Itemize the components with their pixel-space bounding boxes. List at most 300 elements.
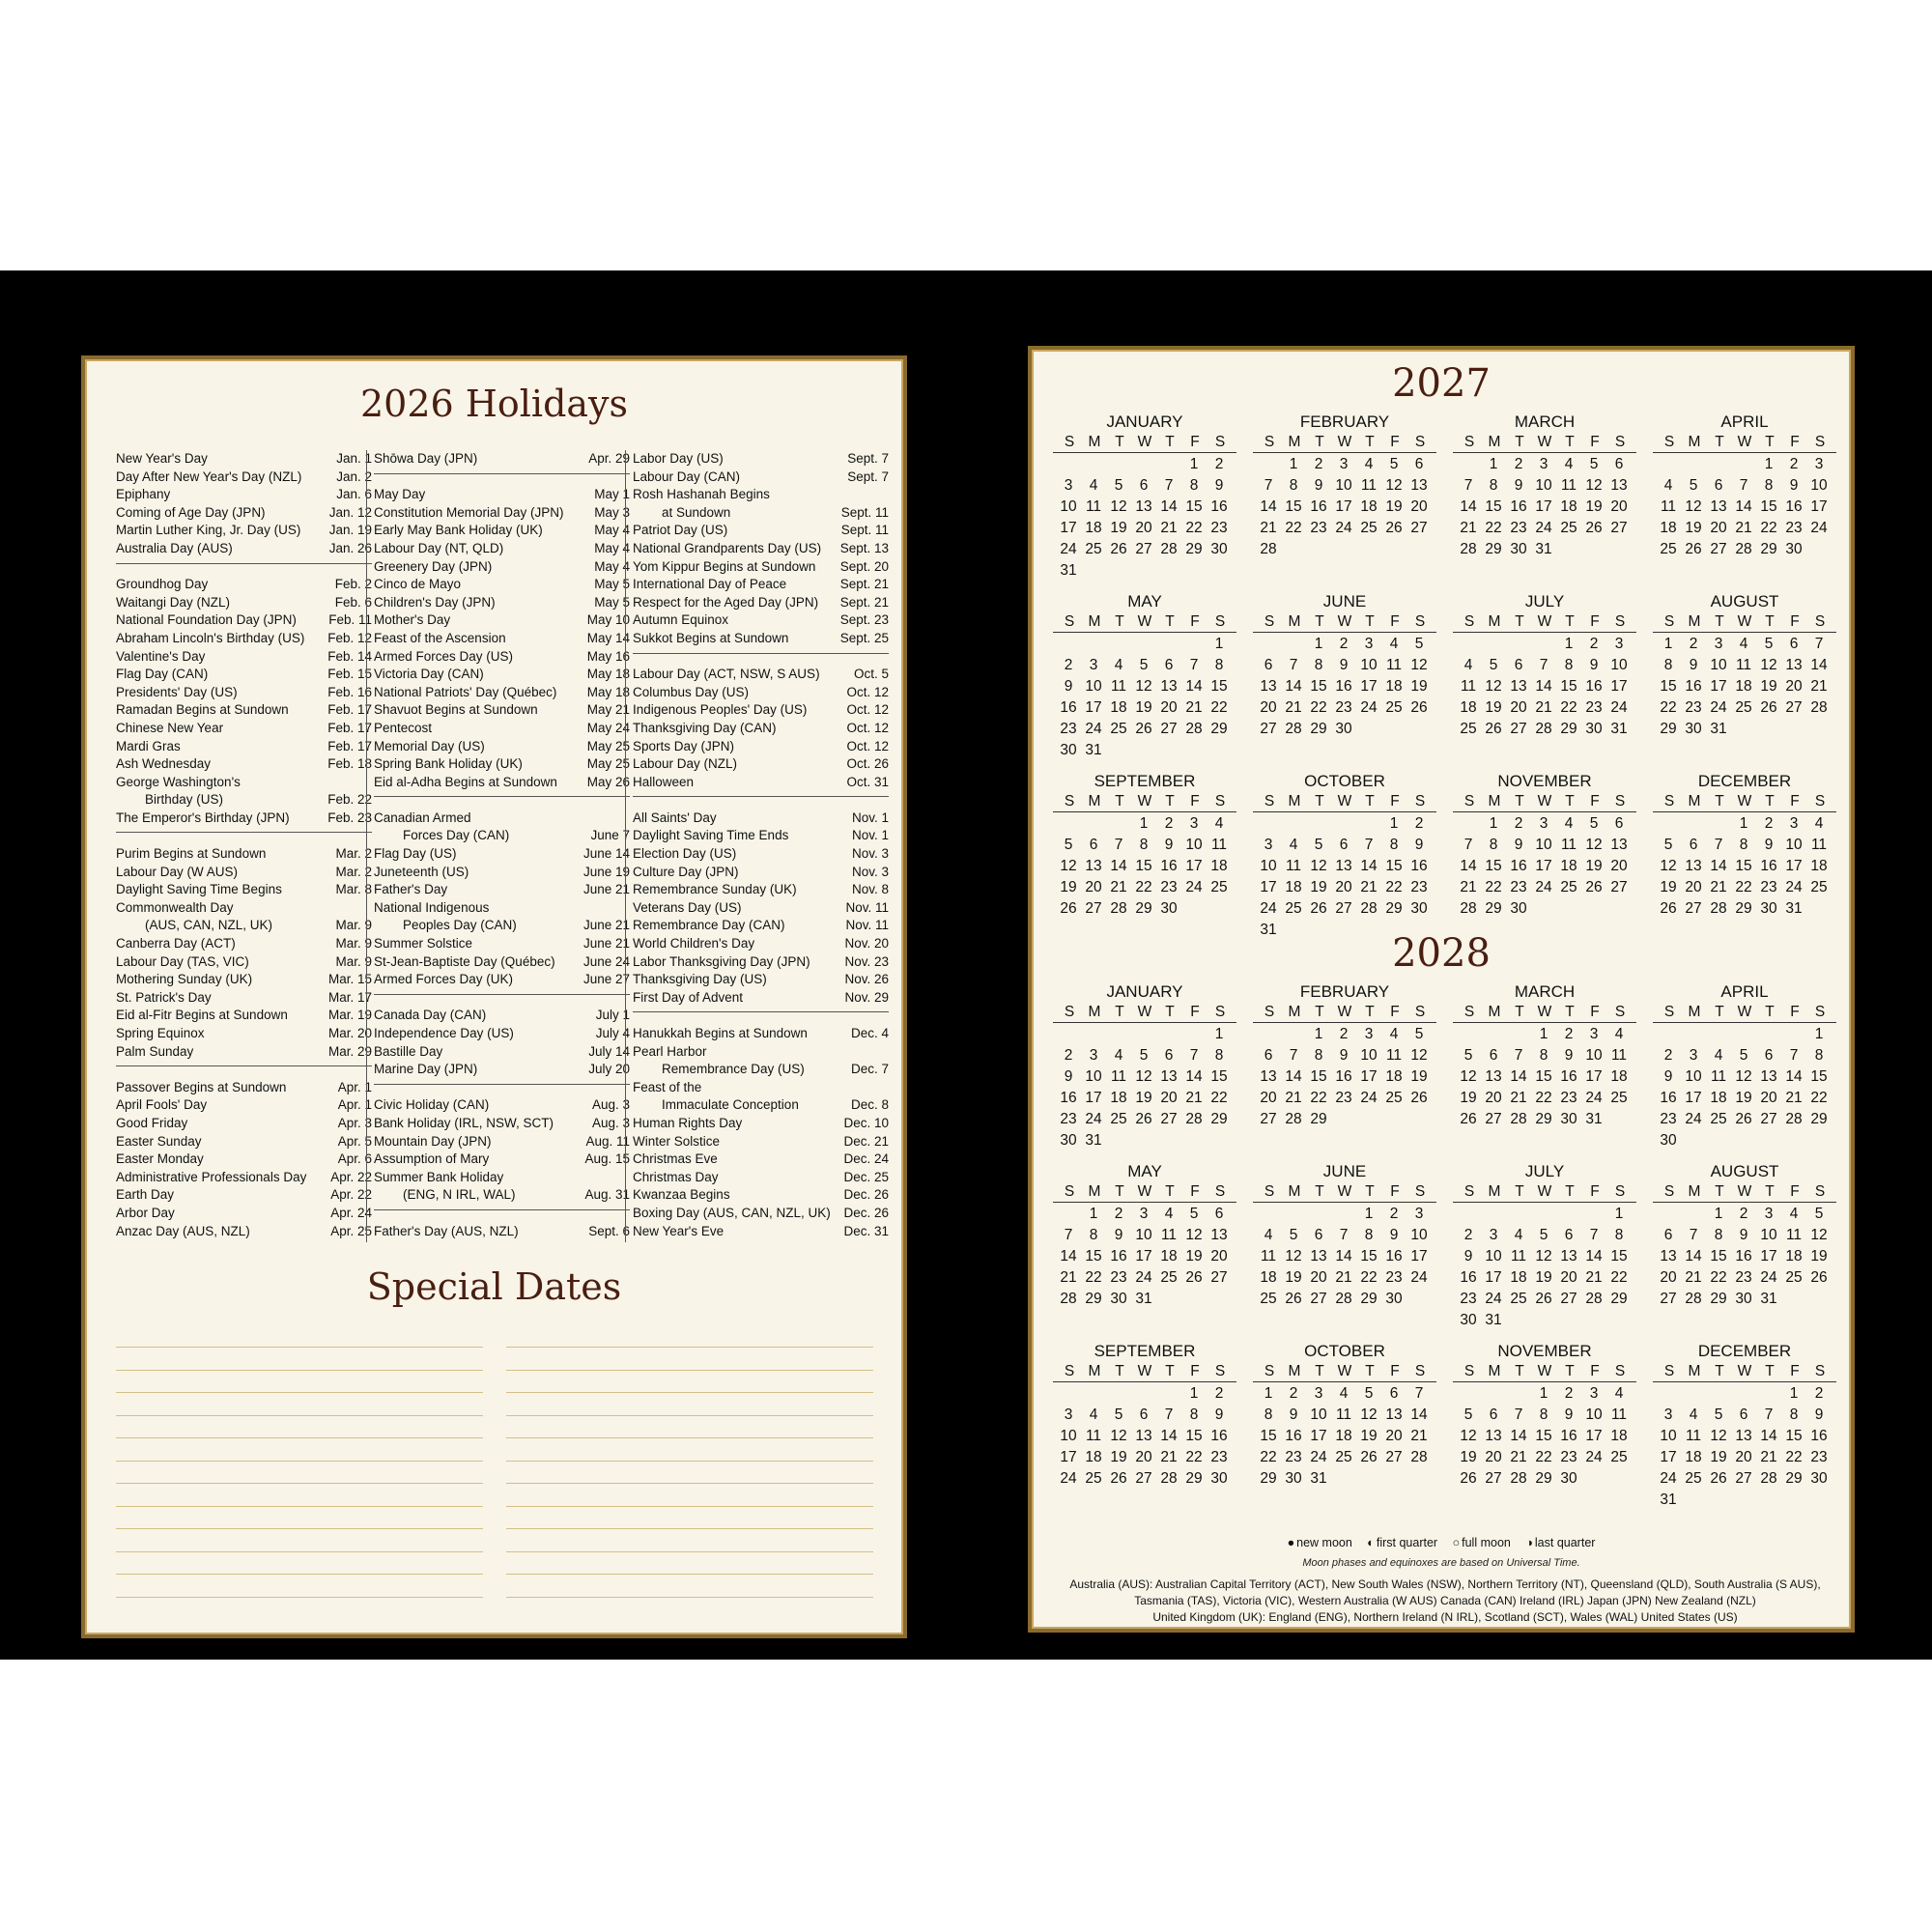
day-cell: 7	[1714, 837, 1723, 853]
day-cell: 21	[1585, 1269, 1603, 1286]
holiday-name: International Day of Peace	[633, 577, 787, 592]
holiday-row	[374, 1115, 630, 1133]
holiday-row	[374, 755, 630, 774]
empty-day-cell	[1331, 813, 1356, 835]
day-cell: 26	[1710, 1470, 1727, 1487]
weekday-label: S	[1663, 1183, 1675, 1200]
weekday-label: W	[1337, 793, 1352, 810]
weekday-label: M	[1488, 793, 1501, 810]
day-cell: 8	[1089, 1227, 1098, 1243]
weekday-label: W	[1137, 434, 1152, 450]
day-cell: 18	[1510, 1269, 1527, 1286]
holiday-row	[374, 1061, 630, 1079]
day-cell: 1	[1214, 636, 1224, 652]
weekday-label: T	[1115, 793, 1124, 810]
holiday-date: Apr. 22	[330, 1187, 372, 1203]
month-name: MAY	[1127, 1162, 1162, 1180]
holiday-row	[633, 881, 889, 899]
holiday-row	[116, 720, 372, 738]
day-cell: 24	[1485, 1291, 1502, 1307]
day-cell: 8	[1389, 837, 1399, 853]
holiday-date: Feb. 23	[327, 810, 372, 825]
month-name: JANUARY	[1106, 982, 1183, 1001]
day-grid	[1453, 454, 1636, 560]
empty-day-cell	[1256, 634, 1281, 655]
weekday-label: F	[1790, 1363, 1800, 1379]
weekday-label: S	[1264, 434, 1275, 450]
day-cell: 29	[1185, 1470, 1203, 1487]
day-cell: 21	[1285, 1090, 1302, 1106]
day-cell: 26	[1110, 541, 1127, 557]
holiday-row	[633, 522, 889, 540]
day-cell: 18	[1660, 520, 1677, 536]
weekday-header	[1453, 433, 1636, 453]
writing-line	[116, 1574, 483, 1575]
day-cell: 19	[1135, 1090, 1152, 1106]
day-cell: 16	[1385, 1248, 1403, 1264]
holiday-name: Epiphany	[116, 487, 171, 502]
weekday-label: S	[1663, 613, 1675, 630]
holiday-date: Nov. 11	[845, 918, 889, 933]
weekday-label: W	[1137, 1004, 1152, 1020]
day-cell: 3	[1314, 1385, 1323, 1402]
holiday-name: Mother's Day	[374, 612, 451, 628]
section-divider	[633, 791, 889, 810]
section-divider	[116, 1061, 372, 1079]
holiday-name: (AUS, CAN, NZL, UK)	[145, 918, 273, 933]
day-grid	[1253, 634, 1436, 740]
holiday-date: May 10	[586, 612, 630, 628]
day-cell: 12	[1535, 1248, 1552, 1264]
day-cell: 15	[1185, 1428, 1203, 1444]
new-moon-icon: ●	[1287, 1536, 1295, 1549]
holiday-date: Nov. 29	[844, 989, 889, 1005]
day-cell: 6	[1614, 815, 1624, 832]
day-cell: 21	[1185, 699, 1203, 716]
day-cell: 8	[1539, 1406, 1548, 1423]
holiday-date: Jan. 19	[328, 523, 372, 538]
day-cell: 21	[1335, 1269, 1352, 1286]
empty-day-cell	[1681, 1383, 1706, 1405]
holiday-date: Dec. 24	[843, 1151, 889, 1167]
day-grid	[1053, 634, 1236, 761]
day-cell: 7	[1189, 657, 1199, 673]
holiday-name: Sports Day (JPN)	[633, 738, 735, 753]
weekday-label: M	[1688, 613, 1701, 630]
empty-day-cell	[1656, 1204, 1681, 1225]
holiday-name: New Year's Eve	[633, 1223, 724, 1238]
holiday-name: Winter Solstice	[633, 1133, 721, 1149]
holiday-row	[116, 845, 372, 864]
holiday-name: Independence Day (US)	[374, 1026, 514, 1040]
holiday-name: Remembrance Day (CAN)	[633, 918, 785, 933]
day-cell: 17	[1085, 1090, 1102, 1106]
empty-day-cell	[1656, 813, 1681, 835]
day-cell: 9	[1339, 657, 1349, 673]
full-moon-icon: ○	[1452, 1536, 1461, 1549]
day-cell: 19	[1460, 1449, 1477, 1465]
weekday-label: F	[1390, 1363, 1400, 1379]
day-cell: 1	[1814, 1026, 1824, 1042]
day-cell: 31	[1535, 541, 1552, 557]
day-cell: 2	[1564, 1385, 1574, 1402]
day-cell: 3	[1689, 1047, 1698, 1064]
writing-line	[506, 1597, 873, 1598]
holiday-row	[633, 935, 889, 953]
weekday-label: S	[1814, 1183, 1826, 1200]
holiday-name: Culture Day (JPN)	[633, 864, 739, 879]
holiday-date: Dec. 7	[850, 1062, 889, 1077]
day-cell: 23	[1760, 879, 1777, 895]
weekday-label: W	[1137, 1183, 1152, 1200]
day-cell: 4	[1289, 837, 1298, 853]
weekday-label: T	[1115, 613, 1124, 630]
day-cell: 15	[1285, 498, 1302, 515]
weekday-label: T	[1765, 434, 1775, 450]
divider-line	[116, 563, 372, 564]
holiday-date: June 14	[582, 846, 630, 862]
writing-line	[506, 1461, 873, 1462]
holiday-name: Thanksgiving Day (CAN)	[633, 720, 777, 735]
holiday-date: May 4	[594, 540, 630, 555]
day-cell: 6	[1164, 657, 1174, 673]
day-cell: 18	[1160, 1248, 1178, 1264]
day-cell: 14	[1460, 858, 1477, 874]
weekday-label: S	[1414, 1363, 1426, 1379]
holiday-date: July 1	[595, 1008, 630, 1023]
day-cell: 16	[1160, 858, 1178, 874]
holiday-date: Dec. 26	[843, 1205, 889, 1220]
holiday-date: Mar. 9	[335, 918, 372, 933]
holiday-date: Feb. 16	[327, 684, 372, 699]
day-cell: 16	[1685, 678, 1702, 695]
holiday-row	[633, 684, 889, 702]
weekday-label: S	[1614, 1004, 1626, 1020]
holiday-row	[374, 971, 630, 989]
day-cell: 19	[1135, 699, 1152, 716]
holiday-row	[116, 953, 372, 972]
day-cell: 27	[1760, 1111, 1777, 1127]
day-cell: 6	[1764, 1047, 1774, 1064]
day-cell: 1	[1089, 1206, 1098, 1222]
day-cell: 13	[1485, 1068, 1502, 1085]
holiday-row	[116, 469, 372, 487]
day-cell: 21	[1535, 699, 1552, 716]
weekday-label: F	[1190, 434, 1200, 450]
day-cell: 9	[1689, 657, 1698, 673]
day-cell: 16	[1760, 858, 1777, 874]
day-cell: 8	[1663, 657, 1673, 673]
day-cell: 22	[1660, 699, 1677, 716]
day-cell: 1	[1714, 1206, 1723, 1222]
holiday-date: Sept. 7	[847, 451, 889, 466]
holiday-row	[116, 899, 372, 918]
day-cell: 15	[1785, 1428, 1803, 1444]
weekday-label: T	[1115, 434, 1124, 450]
weekday-label: M	[1688, 1363, 1701, 1379]
day-cell: 20	[1510, 699, 1527, 716]
day-cell: 10	[1310, 1406, 1327, 1423]
writing-line	[116, 1461, 483, 1462]
day-cell: 7	[1164, 477, 1174, 494]
day-cell: 11	[1685, 1428, 1702, 1444]
holiday-row	[374, 558, 630, 577]
day-cell: 25	[1385, 1090, 1403, 1106]
weekday-label: T	[1765, 613, 1775, 630]
day-cell: 6	[1689, 837, 1698, 853]
day-cell: 2	[1814, 1385, 1824, 1402]
day-cell: 28	[1060, 1291, 1077, 1307]
empty-day-cell	[1731, 454, 1756, 475]
day-cell: 12	[1060, 858, 1077, 874]
holiday-date: May 18	[586, 684, 630, 699]
holiday-date: May 26	[586, 774, 630, 789]
day-cell: 27	[1385, 1449, 1403, 1465]
day-cell: 7	[1589, 1227, 1599, 1243]
day-cell: 12	[1460, 1068, 1477, 1085]
weekday-label: W	[1737, 1004, 1752, 1020]
weekday-label: S	[1814, 434, 1826, 450]
day-cell: 6	[1789, 636, 1799, 652]
holiday-column-2	[374, 450, 630, 1240]
day-cell: 2	[1114, 1206, 1123, 1222]
holiday-date: June 21	[582, 936, 630, 952]
day-cell: 4	[1564, 815, 1574, 832]
day-cell: 28	[1410, 1449, 1428, 1465]
day-cell: 28	[1710, 900, 1727, 917]
weekday-header	[1253, 1003, 1436, 1023]
empty-day-cell	[1156, 634, 1181, 655]
month-calendar	[1653, 981, 1836, 1151]
writing-line	[506, 1506, 873, 1507]
first-quarter-icon: ◐	[1367, 1536, 1375, 1549]
day-cell: 18	[1210, 858, 1228, 874]
day-grid	[1253, 1024, 1436, 1130]
writing-line	[506, 1483, 873, 1484]
day-cell: 18	[1610, 1428, 1628, 1444]
day-cell: 22	[1135, 879, 1152, 895]
day-cell: 5	[1463, 1406, 1473, 1423]
holiday-row	[633, 738, 889, 756]
holiday-row	[116, 971, 372, 989]
day-cell: 24	[1585, 1449, 1603, 1465]
day-cell: 4	[1089, 1406, 1098, 1423]
day-cell: 5	[1764, 636, 1774, 652]
holiday-date: Sept. 20	[839, 558, 889, 574]
day-cell: 18	[1560, 858, 1577, 874]
day-cell: 8	[1564, 657, 1574, 673]
holiday-date: May 25	[586, 756, 630, 772]
writing-line	[116, 1392, 483, 1393]
weekday-label: T	[1715, 434, 1724, 450]
holiday-date: Feb. 12	[327, 630, 372, 645]
day-cell: 12	[1760, 657, 1777, 673]
empty-day-cell	[1106, 634, 1131, 655]
day-cell: 14	[1335, 1248, 1352, 1264]
holiday-row	[116, 666, 372, 684]
day-cell: 3	[1663, 1406, 1673, 1423]
day-cell: 13	[1760, 1068, 1777, 1085]
holiday-row	[116, 1223, 372, 1241]
weekday-label: S	[1414, 613, 1426, 630]
day-cell: 18	[1610, 1068, 1628, 1085]
holiday-name: Coming of Age Day (JPN)	[116, 504, 266, 520]
day-cell: 22	[1710, 1269, 1727, 1286]
day-cell: 30	[1560, 1470, 1577, 1487]
day-cell: 12	[1410, 1047, 1428, 1064]
weekday-header	[1653, 1362, 1836, 1382]
weekday-label: S	[1064, 1004, 1075, 1020]
month-calendar	[1253, 412, 1436, 560]
day-cell: 12	[1460, 1428, 1477, 1444]
holiday-row	[116, 450, 372, 469]
month-calendar	[1453, 771, 1636, 920]
day-cell: 1	[1314, 636, 1323, 652]
day-cell: 27	[1560, 1291, 1577, 1307]
holiday-name: Good Friday	[116, 1115, 188, 1130]
day-cell: 1	[1264, 1385, 1273, 1402]
weekday-label: T	[1715, 613, 1724, 630]
day-cell: 13	[1160, 1068, 1178, 1085]
day-cell: 23	[1410, 879, 1428, 895]
day-cell: 10	[1760, 1227, 1777, 1243]
holiday-row	[633, 486, 889, 504]
day-cell: 31	[1260, 922, 1277, 938]
holiday-name: Labour Day (CAN)	[633, 469, 741, 484]
day-cell: 18	[1710, 1090, 1727, 1106]
day-cell: 25	[1085, 541, 1102, 557]
day-cell: 27	[1610, 879, 1628, 895]
day-cell: 30	[1110, 1291, 1127, 1307]
holiday-name: Human Rights Day	[633, 1115, 743, 1130]
holiday-row	[633, 774, 889, 792]
holiday-row	[374, 810, 630, 828]
day-cell: 20	[1160, 1090, 1178, 1106]
empty-day-cell	[1456, 454, 1481, 475]
day-cell: 21	[1760, 1449, 1777, 1465]
day-cell: 31	[1610, 721, 1628, 737]
holiday-row	[116, 504, 372, 523]
month-name: MARCH	[1514, 412, 1576, 431]
holiday-date: May 18	[586, 667, 630, 682]
month-calendar	[1653, 591, 1836, 740]
holiday-date: July 20	[588, 1062, 630, 1077]
empty-day-cell	[1056, 454, 1081, 475]
day-cell: 20	[1685, 879, 1702, 895]
day-cell: 11	[1385, 657, 1403, 673]
day-cell: 6	[1663, 1227, 1673, 1243]
weekday-label: T	[1165, 1004, 1175, 1020]
holiday-name: Australia Day (AUS)	[116, 540, 233, 555]
day-cell: 9	[1739, 1227, 1748, 1243]
month-calendar	[1653, 1161, 1836, 1310]
weekday-label: S	[1064, 793, 1075, 810]
day-cell: 20	[1135, 1449, 1152, 1465]
day-cell: 2	[1589, 636, 1599, 652]
day-cell: 11	[1260, 1248, 1277, 1264]
day-cell: 2	[1289, 1385, 1298, 1402]
holiday-date: May 24	[586, 720, 630, 735]
holiday-row	[633, 701, 889, 720]
empty-day-cell	[1731, 1024, 1756, 1045]
column-divider	[366, 450, 367, 1242]
day-cell: 22	[1360, 1269, 1378, 1286]
day-cell: 6	[1714, 477, 1723, 494]
day-cell: 12	[1585, 837, 1603, 853]
weekday-label: M	[1088, 434, 1101, 450]
holiday-name: Purim Begins at Sundown	[116, 846, 267, 862]
day-cell: 11	[1810, 837, 1828, 853]
day-cell: 25	[1560, 879, 1577, 895]
day-cell: 20	[1760, 1090, 1777, 1106]
holiday-name: Civic Holiday (CAN)	[374, 1097, 490, 1113]
day-cell: 2	[1339, 636, 1349, 652]
empty-day-cell	[1306, 1204, 1331, 1225]
holiday-date: Dec. 8	[850, 1097, 889, 1113]
holiday-name: Martin Luther King, Jr. Day (US)	[116, 523, 301, 538]
weekday-header	[1253, 612, 1436, 633]
day-cell: 15	[1560, 678, 1577, 695]
day-cell: 10	[1535, 477, 1552, 494]
empty-day-cell	[1106, 813, 1131, 835]
weekday-label: T	[1365, 613, 1375, 630]
day-cell: 19	[1110, 520, 1127, 536]
holiday-date: Nov. 20	[844, 936, 889, 952]
holiday-date: Mar. 17	[327, 989, 372, 1005]
day-cell: 1	[1789, 1385, 1799, 1402]
holiday-name: World Children's Day	[633, 936, 755, 952]
holiday-row	[633, 827, 889, 845]
weekday-label: S	[1264, 1004, 1275, 1020]
day-cell: 5	[1314, 837, 1323, 853]
day-cell: 1	[1564, 636, 1574, 652]
holiday-name: at Sundown	[662, 504, 731, 520]
day-cell: 13	[1260, 1068, 1277, 1085]
weekday-label: F	[1790, 1183, 1800, 1200]
day-cell: 4	[1339, 1385, 1349, 1402]
month-calendar	[1453, 981, 1636, 1130]
day-cell: 20	[1160, 699, 1178, 716]
day-cell: 11	[1085, 1428, 1102, 1444]
day-cell: 5	[1689, 477, 1698, 494]
day-cell: 26	[1060, 900, 1077, 917]
day-cell: 27	[1710, 541, 1727, 557]
day-cell: 16	[1410, 858, 1428, 874]
holiday-date: Aug. 3	[591, 1097, 630, 1113]
day-cell: 12	[1810, 1227, 1828, 1243]
day-grid	[1653, 1024, 1836, 1151]
day-cell: 24	[1535, 879, 1552, 895]
holiday-row	[116, 1151, 372, 1169]
day-cell: 19	[1060, 879, 1077, 895]
day-cell: 24	[1085, 1111, 1102, 1127]
section-divider	[116, 558, 372, 577]
day-cell: 25	[1710, 1111, 1727, 1127]
day-cell: 10	[1085, 1068, 1102, 1085]
day-cell: 8	[1214, 657, 1224, 673]
day-cell: 18	[1735, 678, 1752, 695]
day-cell: 13	[1085, 858, 1102, 874]
section-divider	[374, 469, 630, 487]
day-cell: 9	[1389, 1227, 1399, 1243]
empty-day-cell	[1281, 634, 1306, 655]
day-cell: 28	[1510, 1111, 1527, 1127]
day-cell: 28	[1535, 721, 1552, 737]
day-cell: 3	[1489, 1227, 1498, 1243]
weekday-header	[1653, 792, 1836, 812]
day-cell: 30	[1660, 1132, 1677, 1149]
day-cell: 25	[1385, 699, 1403, 716]
